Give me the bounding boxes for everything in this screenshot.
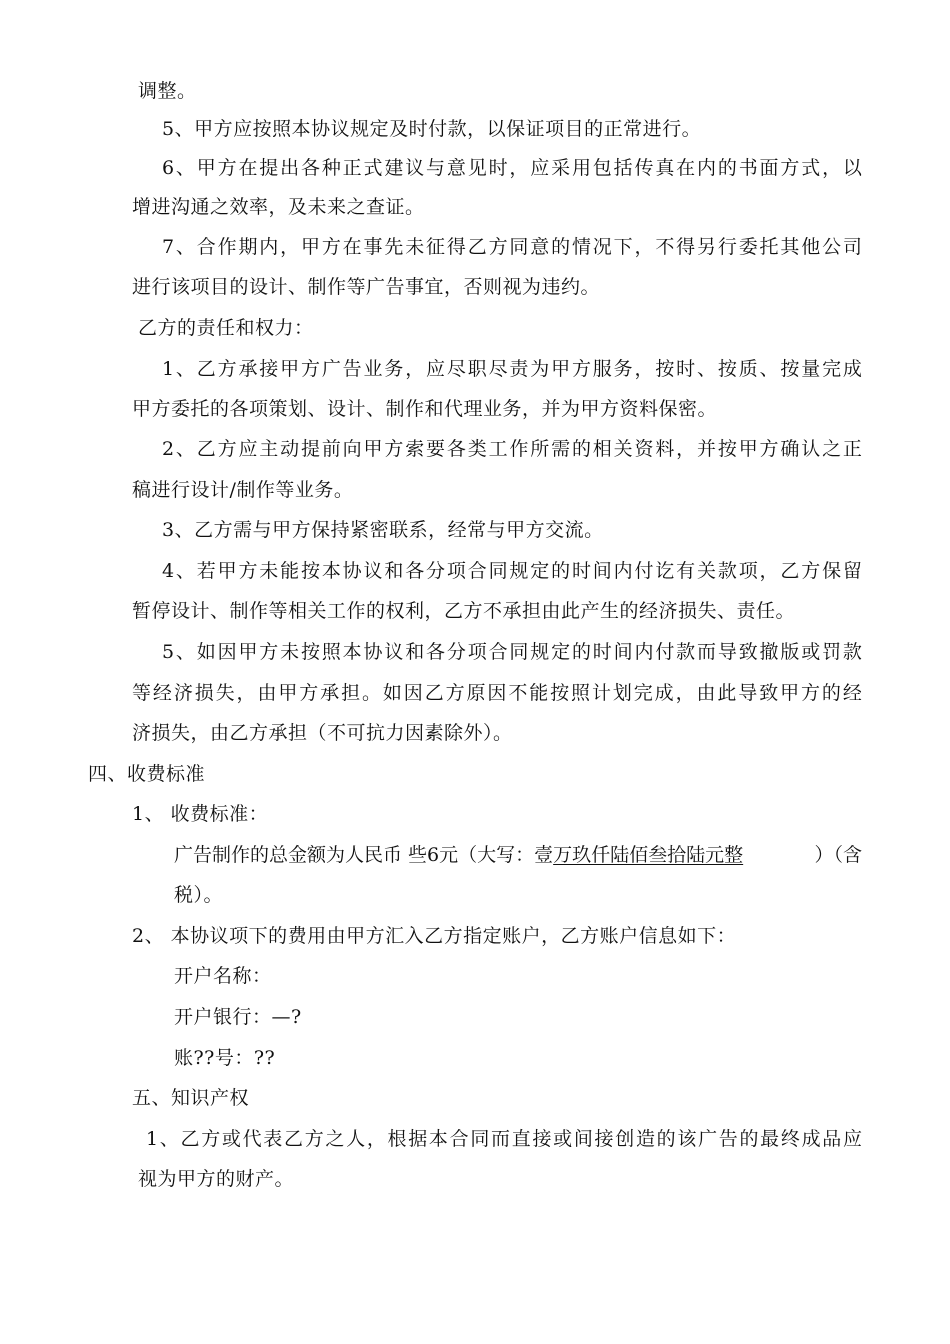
account-number-label: 账??号：?? <box>174 1047 276 1069</box>
paragraph-line: 2 、 乙 方 应 主 动 提 前 向 甲 方 索 要 各 类 工 作 所 需 的 相 关 资 料 ， 并 按 甲 方 确 认 之 正 <box>162 438 862 460</box>
amount-suffix: ）（含 <box>814 844 862 866</box>
paragraph-line: 甲方委托的各项策划、设计、制作和代理业务，并为甲方资料保密。 <box>132 398 718 420</box>
paragraph-line: 调整。 <box>138 80 197 102</box>
paragraph-line: 1 、 乙 方 或 代 表 乙 方 之 人 ， 根 据 本 合 同 而 直 接 或 间 接 创 造 的 该 广 告 的 最 终 成 品 应 <box>146 1128 862 1150</box>
section-heading: 五、知识产权 <box>132 1087 250 1109</box>
paragraph-line: 4 、 若 甲 方 未 能 按 本 协 议 和 各 分 项 合 同 规 定 的 时 间 内 付 讫 有 关 款 项 ， 乙 方 保 留 <box>162 560 862 582</box>
paragraph-line: 进行该项目的设计、制作等广告事宜，否则视为违约。 <box>132 276 601 298</box>
list-item: 1、 收费标准： <box>132 803 269 825</box>
paragraph-line: 视为甲方的财产。 <box>138 1168 295 1190</box>
section-heading: 乙方的责任和权力： <box>138 317 314 339</box>
paragraph-line: 1 、 乙 方 承 接 甲 方 广 告 业 务 ， 应 尽 职 尽 责 为 甲 方 服 务 ， 按 时 、 按 质 、 按 量 完 成 <box>162 358 862 380</box>
paragraph-line: 7 、 合 作 期 内 ， 甲 方 在 事 先 未 征 得 乙 方 同 意 的 情 况 下 ， 不 得 另 行 委 托 其 他 公 司 <box>162 236 862 258</box>
paragraph-line: 增进沟通之效率，及未来之查证。 <box>132 196 425 218</box>
paragraph-line: 暂停设计、制作等相关工作的权利，乙方不承担由此产生的经济损失、责任。 <box>132 600 796 622</box>
paragraph-line: 济损失，由乙方承担（不可抗力因素除外）。 <box>132 722 513 744</box>
list-item: 2、 本协议项下的费用由甲方汇入乙方指定账户，乙方账户信息如下： <box>132 925 737 947</box>
amount-text: 广告制作的总金额为人民币 些6元（大写：壹 <box>174 844 554 866</box>
amount-line <box>174 843 862 867</box>
amount-in-words: 万玖仟陆佰叁拾陆元整 <box>553 844 744 866</box>
paragraph-line: 6 、 甲 方 在 提 出 各 种 正 式 建 议 与 意 见 时 ， 应 采 用 包 括 传 真 在 内 的 书 面 方 式 ， 以 <box>162 157 862 179</box>
paragraph-line: 等 经 济 损 失 ， 由 甲 方 承 担 。 如 因 乙 方 原 因 不 能 按 照 计 划 完 成 ， 由 此 导 致 甲 方 的 经 <box>132 682 862 704</box>
paragraph-line: 税）。 <box>174 884 224 906</box>
paragraph-line: 5 、 如 因 甲 方 未 按 照 本 协 议 和 各 分 项 合 同 规 定 的 时 间 内 付 款 而 导 致 撤 版 或 罚 款 <box>162 641 862 663</box>
paragraph-line: 稿进行设计/制作等业务。 <box>132 479 354 501</box>
paragraph-line: 5、甲方应按照本协议规定及时付款，以保证项目的正常进行。 <box>162 118 702 140</box>
paragraph-line: 3、乙方需与甲方保持紧密联系，经常与甲方交流。 <box>162 519 604 541</box>
section-heading: 四、收费标准 <box>88 763 206 785</box>
account-bank-label: 开户银行：—? <box>174 1006 302 1028</box>
account-name-label: 开户名称： <box>174 965 272 987</box>
